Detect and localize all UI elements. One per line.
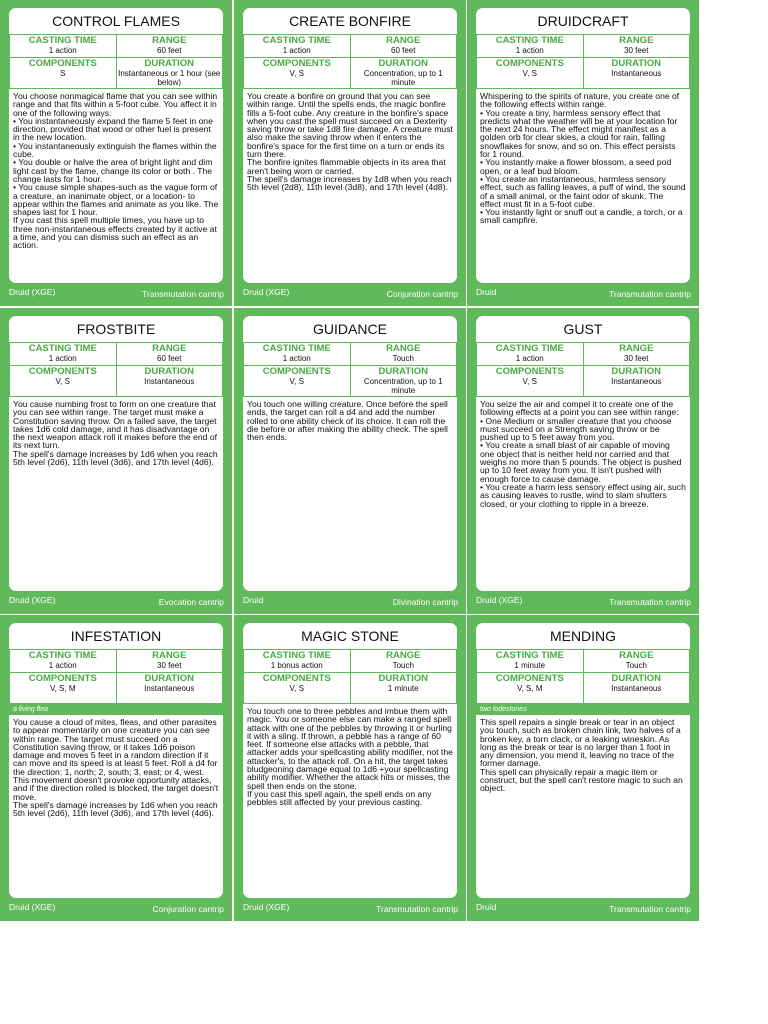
duration-cell	[350, 673, 457, 704]
spell-card-frostbite	[0, 308, 232, 614]
card-body	[9, 623, 223, 898]
components-cell	[477, 366, 584, 397]
class-source: Druid (XGE)	[476, 595, 523, 605]
casting-time-label: CASTING TIME	[28, 35, 97, 46]
spell-card-infestation	[0, 615, 232, 921]
duration-value: Concentration, up to 1 minute	[363, 377, 443, 395]
spell-title: CREATE BONFIRE	[289, 13, 411, 29]
duration-label: DURATION	[378, 673, 428, 684]
card-footer	[467, 286, 699, 300]
spell-description: You choose nonmagical flame that you can see within range and that fits within a 5-foot cube. You affect it in one of the following ways: • You instantaneously expand the flame 5 feet in one direction, provided that wood or other fuel is present in the new location. • You instantaneously extinguish the flames within the cube. • You double or halve the area of bright light and dim light cast by the flame, change its color or both . The change lasts for 1 hour. • You cause simple shapes-such as the vague form of a creature, an inanimate object, or a location- to appear within the flames and animate as you like. The shapes last for 1 hour. If you cast this spell multiple times, you have up to three non-instantaneous effects created by it active at a time, and you can dismiss such an effect as an action.	[13, 91, 219, 251]
components-cell	[477, 673, 584, 704]
spell-title: DRUIDCRAFT	[537, 13, 629, 29]
spell-title: MAGIC STONE	[301, 628, 399, 644]
range-label: RANGE	[619, 35, 654, 46]
class-source: Druid (XGE)	[9, 595, 56, 605]
components-cell	[10, 673, 117, 704]
range-value: Touch	[625, 661, 647, 670]
components-label: COMPONENTS	[262, 673, 331, 684]
spell-card-create-bonfire	[234, 0, 466, 306]
spell-school: Transmutation cantrip	[142, 289, 224, 299]
spell-school: Divination cantrip	[392, 597, 458, 607]
card-body	[243, 623, 457, 898]
duration-label: DURATION	[378, 58, 428, 69]
duration-label: DURATION	[611, 673, 661, 684]
spell-title: FROSTBITE	[76, 321, 156, 337]
spell-title: GUST	[563, 321, 603, 337]
spell-card-mending	[467, 615, 699, 921]
range-cell	[116, 35, 223, 58]
components-value: V, S	[289, 684, 304, 693]
duration-value: Concentration, up to 1 minute	[363, 69, 443, 87]
duration-value: Instantaneous or 1 hour (see below)	[118, 69, 221, 87]
duration-cell	[583, 673, 690, 704]
spell-school: Transmutation cantrip	[609, 904, 691, 914]
class-source: Druid	[243, 595, 264, 605]
range-cell	[116, 343, 223, 366]
range-value: 60 feet	[157, 46, 182, 55]
casting-time-label: CASTING TIME	[262, 35, 331, 46]
duration-value: 1 minute	[387, 684, 419, 693]
range-label: RANGE	[386, 343, 421, 354]
range-label: RANGE	[152, 343, 187, 354]
class-source: Druid (XGE)	[9, 902, 56, 912]
components-value: S	[60, 69, 66, 78]
spell-stats-table	[243, 34, 457, 89]
components-label: COMPONENTS	[495, 58, 564, 69]
casting-time-cell	[244, 35, 351, 58]
card-footer	[0, 594, 232, 608]
spell-description: You touch one willing creature. Once before the spell ends, the target can roll a d4 and add the number rolled to one ability check of its choice. It can roll the die before or after making the ability check. The spell then ends.	[247, 399, 448, 443]
card-footer	[234, 594, 466, 608]
duration-cell	[350, 366, 457, 397]
spell-description: You cause a cloud of mites, fleas, and other parasites to appear momentarily on one creature you can see within range. The target must succeed on a Constitution saving throw, or it takes 1d6 poison damage and moves 5 feet in a random direction if it can move and its speed is at least 5 feet. Roll a d4 for the direction: 1, north; 2, south; 3, east; or 4, west. This movement doesn't provoke opportunity attacks, and if the direction rolled is blocked, the target doesn't move. The spell's damage increases by 1d6 when you reach 5th level (2d6), 11th level (3d6), and 17th level (4d6).	[13, 717, 219, 819]
range-cell	[350, 343, 457, 366]
casting-time-cell	[10, 650, 117, 673]
spell-description: Whispering to the spirits of nature, you create one of the following effects within range. • You create a tiny, harmless sensory effect that predicts what the weather will be at your location for the next 24 hours. The effect might manifest as a golden orb for clear skies, a cloud for rain, falling snowflakes for snow, and so on. This effect persists for 1 round. • You instantly make a flower blossom, a seed pod open, or a leaf bud bloom. • You create an instantaneous, harmless sensory effect, such as falling leaves, a puff of wind, the sound of a small animal, or the faint odor of skunk. The effect must fit in a 5-foot cube. • You instantly light or snuff out a candle, a torch, or a small campfire.	[480, 91, 686, 226]
range-label: RANGE	[386, 650, 421, 661]
components-value: V, S, M	[50, 684, 76, 693]
card-body	[476, 316, 690, 591]
casting-time-cell	[10, 35, 117, 58]
card-footer	[0, 901, 232, 915]
components-cell	[10, 366, 117, 397]
components-cell	[244, 673, 351, 704]
duration-cell	[116, 58, 223, 89]
casting-time-value: 1 action	[515, 354, 544, 363]
components-value: V, S	[522, 69, 537, 78]
spell-school: Evocation cantrip	[158, 597, 224, 607]
class-source: Druid	[476, 902, 497, 912]
components-label: COMPONENTS	[495, 673, 564, 684]
duration-label: DURATION	[378, 366, 428, 377]
duration-cell	[116, 366, 223, 397]
components-label: COMPONENTS	[495, 366, 564, 377]
components-value: V, S, M	[517, 684, 543, 693]
range-cell	[583, 35, 690, 58]
casting-time-value: 1 action	[48, 354, 77, 363]
class-source: Druid	[476, 287, 497, 297]
spell-description: You cause numbing frost to form on one creature that you can see within range. The target must make a Constitution saving throw. On a failed save, the target takes 1d6 cold damage, and it has disadvantage on the next weapon attack roll it makes before the end of its next turn. The spell's damage increases by 1d6 when you reach 5th level (2d6), 11th level (3d6), and 17th level (4d6).	[13, 399, 218, 468]
card-footer	[0, 286, 232, 300]
casting-time-value: 1 action	[282, 354, 311, 363]
class-source: Druid (XGE)	[9, 287, 56, 297]
card-body	[476, 8, 690, 283]
spell-school: Conjuration cantrip	[152, 904, 224, 914]
casting-time-cell	[477, 343, 584, 366]
spell-card-guidance	[234, 308, 466, 614]
range-value: Touch	[392, 661, 414, 670]
range-value: 30 feet	[157, 661, 182, 670]
components-label: COMPONENTS	[262, 58, 331, 69]
casting-time-value: 1 action	[282, 46, 311, 55]
casting-time-label: CASTING TIME	[495, 343, 564, 354]
spell-title: GUIDANCE	[313, 321, 387, 337]
duration-value: Instantaneous	[144, 684, 195, 693]
casting-time-label: CASTING TIME	[28, 343, 97, 354]
card-footer	[234, 286, 466, 300]
duration-cell	[350, 58, 457, 89]
spell-description: You touch one to three pebbles and imbue them with magic. You or someone else can make a ranged spell attack with one of the pebbles by throwing it or hurling it with a sling. If thrown, a pebble has a range of 60 feet. If someone else attacks with a pebble, that attacker adds your spellcasting ability modifier, not the attacker's, to the attack roll. On a hit, the target takes bludgeoning damage equal to 1d6 +your spellcasting ability modifier. Whether the attack hits or misses, the spell then ends on the stone. If you cast this spell again, the spell ends on any pebbles still affected by your previous casting.	[247, 706, 453, 808]
casting-time-label: CASTING TIME	[262, 650, 331, 661]
range-cell	[116, 650, 223, 673]
material-component: a living flea	[9, 704, 223, 715]
spell-description: This spell repairs a single break or tear in an object you touch, such as broken chain link, two halves of a broken key, a torn clack, or a leaking wineskin. As long as the break or tear is no larger than 1 foot in any dimension, you mend it, leaving no trace of the former damage. This spell can physically repair a magic item or construct, but the spell can't restore magic to such an object.	[480, 717, 683, 794]
range-value: 30 feet	[624, 46, 649, 55]
casting-time-label: CASTING TIME	[495, 35, 564, 46]
range-cell	[583, 343, 690, 366]
range-value: 30 feet	[624, 354, 649, 363]
range-value: Touch	[392, 354, 414, 363]
casting-time-label: CASTING TIME	[495, 650, 564, 661]
components-cell	[244, 366, 351, 397]
spell-school: Transmutation cantrip	[376, 904, 458, 914]
casting-time-value: 1 bonus action	[270, 661, 323, 670]
duration-value: Instantaneous	[611, 69, 662, 78]
card-body	[9, 316, 223, 591]
spell-description: You seize the air and compel it to create one of the following effects at a point you can see within range: • One Medium or smaller creature that you choose must succeed on a Strength saving throw or be pushed up to 5 feet away from you. • You create a small blast of air capable of moving one object that is neither held nor carried and that weighs no more than 5 pounds. The object is pushed up to 10 feet away from you. It isn't pushed with enough force to cause damage. • You create a harm less sensory effect using air, such as causing leaves to rustle, wind to slam shutters closed, or your clothing to ripple in a breeze.	[480, 399, 686, 509]
range-label: RANGE	[152, 35, 187, 46]
components-label: COMPONENTS	[28, 366, 97, 377]
spell-school: Conjuration cantrip	[386, 289, 458, 299]
duration-cell	[583, 366, 690, 397]
spell-stats-table	[9, 649, 223, 704]
card-footer	[467, 594, 699, 608]
spell-title: MENDING	[549, 628, 617, 644]
range-label: RANGE	[619, 650, 654, 661]
spell-stats-table	[476, 649, 690, 704]
range-label: RANGE	[619, 343, 654, 354]
spell-card-druidcraft	[467, 0, 699, 306]
casting-time-cell	[244, 650, 351, 673]
material-component: two lodestones	[476, 704, 690, 715]
spell-stats-table	[243, 342, 457, 397]
casting-time-value: 1 minute	[514, 661, 546, 670]
components-cell	[477, 58, 584, 89]
spell-description: You create a bonfire on ground that you can see within range. Until the spells ends, the magic bonfire fills a 5-foot cube. Any creature in the bonfire's space when you cast the spell must succeed on a Dexterity saving throw or take 1d8 fire damage. A creature must also make the saving throw when it enters the bonfire's space for the first time on a turn or ends its turn there. The bonfire ignites flammable objects in its area that aren't being worn or carried. The spell's damage increases by 1d8 when you reach 5th level (2d8), 11th level (3d8), and 17th level (4d8).	[247, 91, 453, 193]
casting-time-cell	[477, 650, 584, 673]
card-footer	[467, 901, 699, 915]
card-body	[476, 623, 690, 898]
casting-time-cell	[244, 343, 351, 366]
duration-cell	[116, 673, 223, 704]
duration-label: DURATION	[144, 366, 194, 377]
casting-time-value: 1 action	[515, 46, 544, 55]
spell-title: CONTROL FLAMES	[52, 13, 180, 29]
duration-value: Instantaneous	[144, 377, 195, 386]
card-body	[9, 8, 223, 283]
spell-stats-table	[243, 649, 457, 704]
duration-value: Instantaneous	[611, 377, 662, 386]
range-label: RANGE	[152, 650, 187, 661]
components-value: V, S	[289, 377, 304, 386]
casting-time-label: CASTING TIME	[262, 343, 331, 354]
spell-school: Transmutation cantrip	[609, 289, 691, 299]
spell-card-gust	[467, 308, 699, 614]
casting-time-value: 1 action	[48, 46, 77, 55]
components-value: V, S	[289, 69, 304, 78]
card-footer	[234, 901, 466, 915]
components-value: V, S	[55, 377, 70, 386]
components-value: V, S	[522, 377, 537, 386]
components-label: COMPONENTS	[28, 58, 97, 69]
casting-time-cell	[477, 35, 584, 58]
duration-label: DURATION	[611, 366, 661, 377]
range-cell	[350, 35, 457, 58]
duration-label: DURATION	[611, 58, 661, 69]
components-label: COMPONENTS	[262, 366, 331, 377]
duration-label: DURATION	[144, 58, 194, 69]
spell-stats-table	[9, 342, 223, 397]
casting-time-label: CASTING TIME	[28, 650, 97, 661]
spell-stats-table	[476, 342, 690, 397]
components-cell	[10, 58, 117, 89]
range-value: 60 feet	[391, 46, 416, 55]
range-label: RANGE	[386, 35, 421, 46]
spell-title: INFESTATION	[70, 628, 162, 644]
range-value: 60 feet	[157, 354, 182, 363]
casting-time-value: 1 action	[48, 661, 77, 670]
spell-card-magic-stone	[234, 615, 466, 921]
components-cell	[244, 58, 351, 89]
range-cell	[583, 650, 690, 673]
components-label: COMPONENTS	[28, 673, 97, 684]
range-cell	[350, 650, 457, 673]
duration-label: DURATION	[144, 673, 194, 684]
class-source: Druid (XGE)	[243, 287, 290, 297]
casting-time-cell	[10, 343, 117, 366]
duration-cell	[583, 58, 690, 89]
spell-stats-table	[9, 34, 223, 89]
spell-stats-table	[476, 34, 690, 89]
spell-school: Transmutation cantrip	[609, 597, 691, 607]
duration-value: Instantaneous	[611, 684, 662, 693]
class-source: Druid (XGE)	[243, 902, 290, 912]
spell-card-control-flames	[0, 0, 232, 306]
card-body	[243, 316, 457, 591]
card-body	[243, 8, 457, 283]
